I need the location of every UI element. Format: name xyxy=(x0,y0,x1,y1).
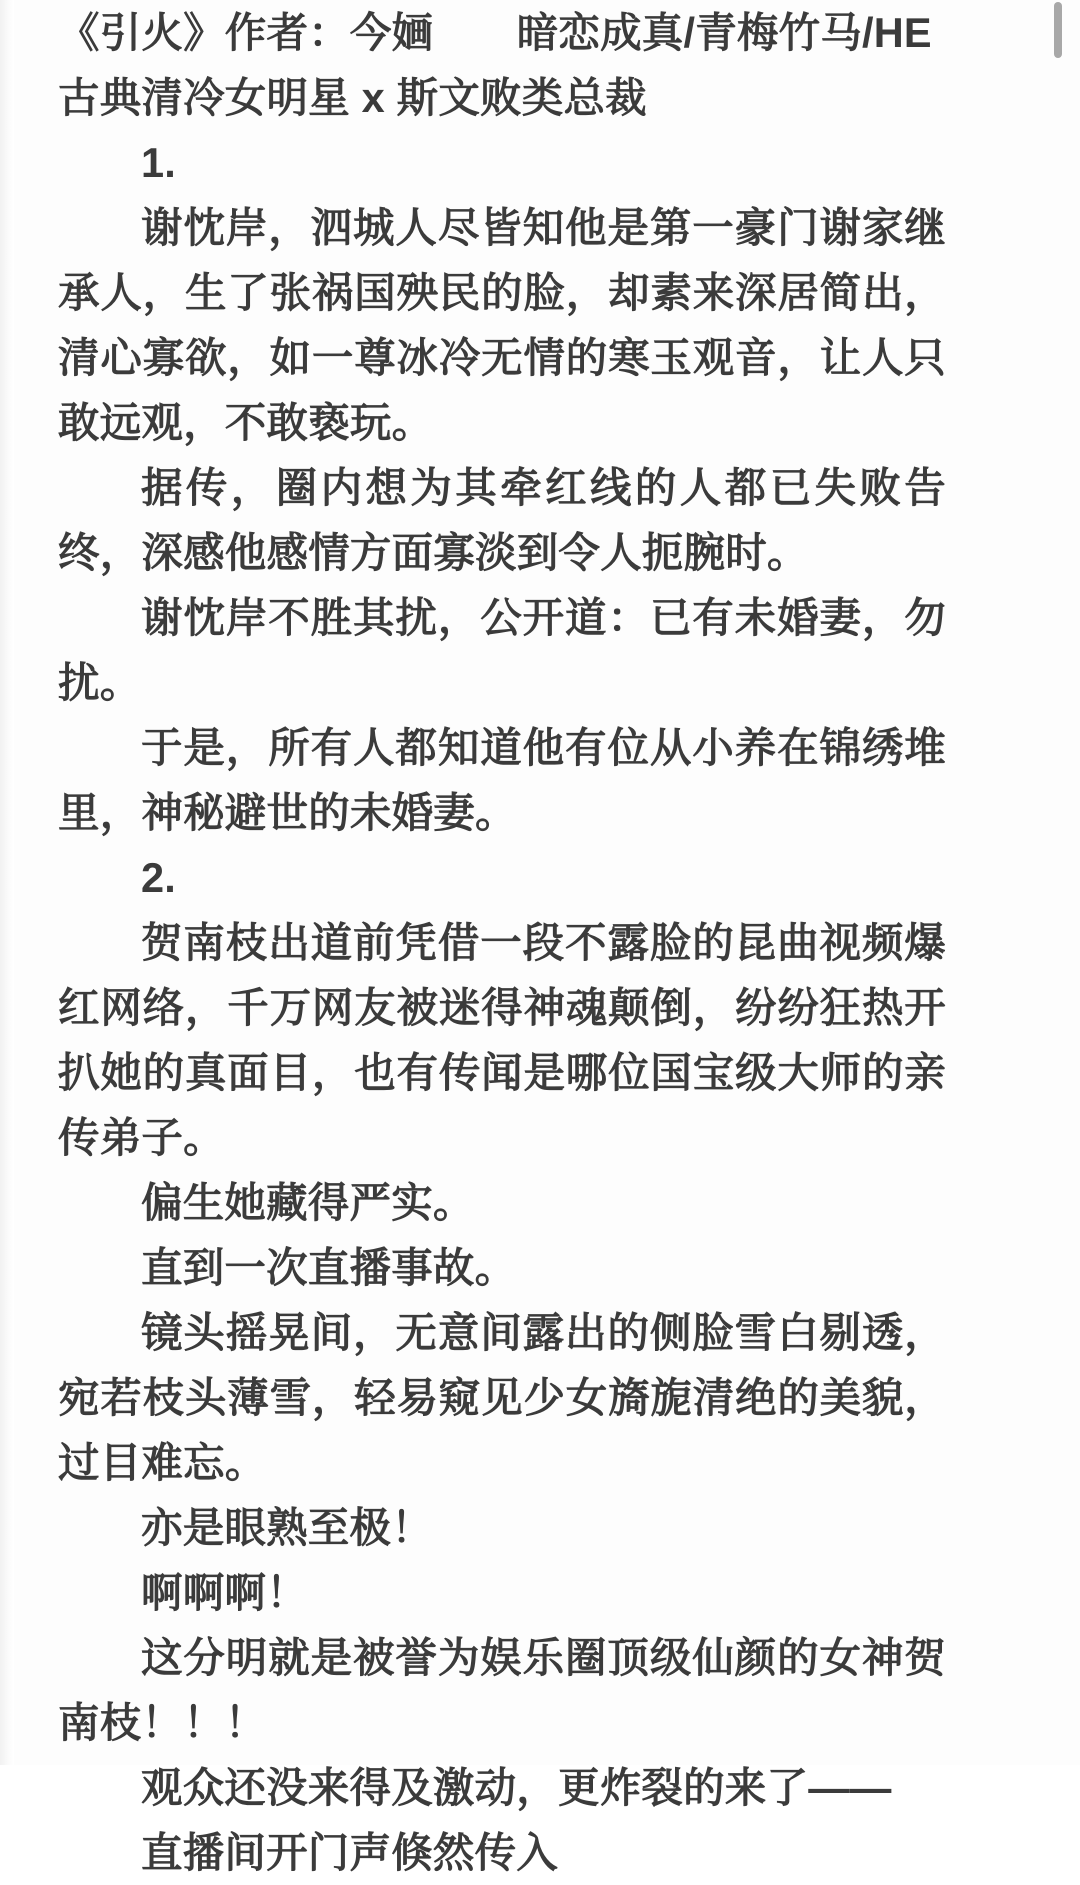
section-number-2: 2. xyxy=(141,854,177,901)
paragraph-2-2: 偏生她藏得严实。 xyxy=(141,1179,475,1226)
paragraph-1-2: 据传，圈内想为其牵红线的人都已失败告终，深感他感情方面寡淡到令人扼腕时。 xyxy=(58,464,946,576)
section-number-1: 1. xyxy=(141,139,177,186)
novel-tagline-line: 古典清冷女明星 x 斯文败类总裁 xyxy=(58,74,647,121)
paragraph-2-8: 观众还没来得及激动，更炸裂的来了—— xyxy=(141,1764,892,1811)
paragraph-1-1: 谢忱岸，泗城人尽皆知他是第一豪门谢家继承人，生了张祸国殃民的脸，却素来深居简出，清心寡欲，如一尊冰冷无情的寒玉观音，让人只敢远观，不敢亵玩。 xyxy=(58,204,946,446)
vertical-scrollbar-thumb[interactable] xyxy=(1054,2,1062,58)
paragraph-2-9: 直播间开门声倏然传入 xyxy=(141,1829,559,1876)
vertical-scrollbar-track[interactable] xyxy=(1062,0,1072,1765)
paragraph-2-6: 啊啊啊！ xyxy=(141,1569,308,1616)
page-edge-shading xyxy=(0,0,14,1765)
paragraph-2-5: 亦是眼熟至极！ xyxy=(141,1504,433,1551)
paragraph-1-3: 谢忱岸不胜其扰，公开道：已有未婚妻，勿扰。 xyxy=(58,594,946,706)
paragraph-1-4: 于是，所有人都知道他有位从小养在锦绣堆里，神秘避世的未婚妻。 xyxy=(58,724,946,836)
paragraph-2-7: 这分明就是被誉为娱乐圈顶级仙颜的女神贺南枝！！！ xyxy=(58,1634,946,1746)
paragraph-2-1: 贺南枝出道前凭借一段不露脸的昆曲视频爆红网络，千万网友被迷得神魂颠倒，纷纷狂热开扒她的真面目，也有传闻是哪位国宝级大师的亲传弟子。 xyxy=(58,919,946,1161)
novel-title-line: 《引火》作者：今婳 暗恋成真/青梅竹马/HE xyxy=(58,9,932,56)
paragraph-2-3: 直到一次直播事故。 xyxy=(141,1244,517,1291)
novel-text-column xyxy=(58,0,946,1885)
paragraph-2-4: 镜头摇晃间，无意间露出的侧脸雪白剔透，宛若枝头薄雪，轻易窥见少女旖旎清绝的美貌，过目难忘。 xyxy=(58,1309,946,1486)
